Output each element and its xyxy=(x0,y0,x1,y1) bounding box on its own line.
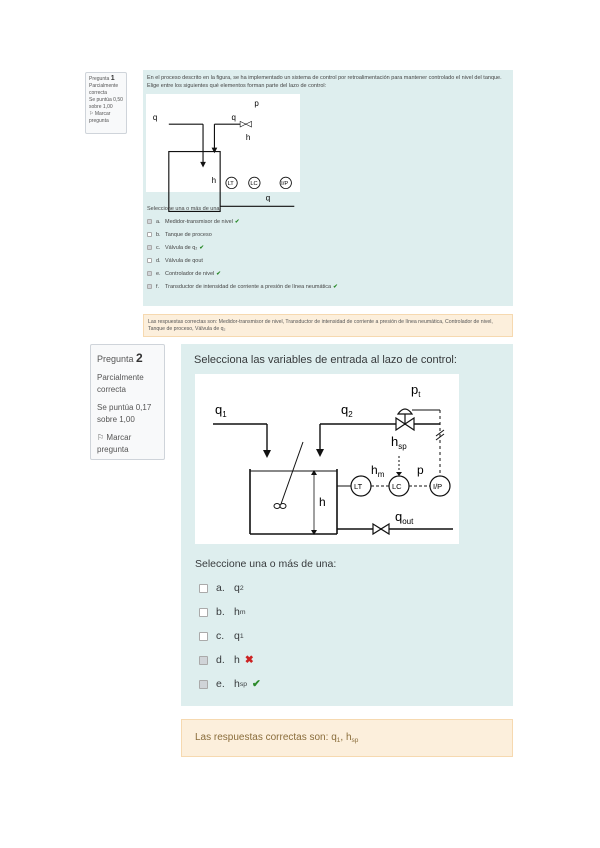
question-2-options xyxy=(199,576,399,696)
q2-diagram-hsp: $h_{sp}$ xyxy=(391,434,407,451)
question-2-diagram xyxy=(195,374,459,544)
option-variable-sub: 2 xyxy=(239,584,244,592)
q2-diagram-q2: $q_2$ xyxy=(341,402,353,419)
question-1-diagram xyxy=(146,94,300,203)
option-letter: d. xyxy=(216,654,225,666)
question-2-grade: Se puntúa 0,17 sobre 1,00 xyxy=(97,403,152,424)
question-2-state: Parcialmente correcta xyxy=(97,373,144,394)
question-1-option[interactable] xyxy=(147,280,507,293)
option-variable-sub: 1 xyxy=(239,632,244,640)
question-2-feedback xyxy=(181,719,513,757)
check-icon: ✔ xyxy=(252,678,261,690)
option-letter: a. xyxy=(216,582,225,594)
option-letter: e. xyxy=(156,270,161,277)
checkbox[interactable] xyxy=(199,680,208,689)
q1-diagram-pt: p xyxy=(254,98,259,108)
question-2-option[interactable] xyxy=(199,672,399,696)
question-2-prompt: Selecciona las variables de entrada al lazo de control: xyxy=(194,354,457,366)
option-text: Controlador de nivel xyxy=(165,270,215,277)
option-letter: a. xyxy=(156,218,161,225)
question-1-flag[interactable]: ⚐ Marcar pregunta xyxy=(89,111,111,124)
check-icon: ✔ xyxy=(234,218,240,225)
question-1-number: Pregunta 1 xyxy=(89,75,115,82)
question-2-number: Pregunta 2 xyxy=(97,351,143,365)
checkbox[interactable] xyxy=(199,584,208,593)
question-1-option[interactable] xyxy=(147,241,507,254)
question-2-feedback-text xyxy=(195,732,499,744)
question-1-prompt: En el proceso descrito en la figura, se ha implementado un sistema de control por retroalimentación para mantener controlado el nivel del tanque. Elige entre los siguientes qué elementos forman parte del lazo de control: xyxy=(147,75,502,89)
q1-diagram-h: h xyxy=(211,175,217,185)
q2-diagram-q1: $q_1$ xyxy=(215,402,227,419)
q1-diagram-q2: q xyxy=(231,113,236,123)
option-variable-sub: m xyxy=(239,608,246,616)
question-1-feedback-text: Las respuestas correctas son: Medidor-transmisor de nivel, Transductor de intensidad de corriente a presión de línea neumática, Controlador de nivel, Tanque de proceso, Válvula de q₂ xyxy=(148,319,493,332)
q1-diagram-hsp: h xyxy=(245,133,251,143)
feedback-answer-1-sub: 1 xyxy=(336,736,341,744)
check-icon: ✔ xyxy=(216,270,221,277)
q2-diagram-qout: $q_{out}$ xyxy=(395,509,414,526)
option-letter: b. xyxy=(216,606,225,618)
question-1-option[interactable] xyxy=(147,267,507,280)
check-icon: ✔ xyxy=(199,244,205,251)
question-1-option[interactable] xyxy=(147,228,507,241)
checkbox[interactable] xyxy=(147,258,152,263)
question-1-option[interactable] xyxy=(147,254,507,267)
option-letter: c. xyxy=(216,630,225,642)
option-letter: e. xyxy=(216,678,225,690)
option-variable-sub: sp xyxy=(239,680,248,688)
q1-diagram-q1: q xyxy=(152,113,158,123)
question-1-option[interactable] xyxy=(147,215,507,228)
option-text: Tanque de proceso xyxy=(165,231,212,238)
feedback-answer-1: q xyxy=(331,732,337,743)
q2-diagram-hm: $h_m$ xyxy=(371,463,385,479)
q2-diagram-h: h xyxy=(319,495,326,509)
flag-icon: ⚐ xyxy=(89,111,94,117)
question-2-option[interactable] xyxy=(199,576,399,600)
option-text: Medidor-transmisor de nivel xyxy=(165,218,233,225)
option-letter: d. xyxy=(156,257,161,264)
option-variable: h xyxy=(234,678,240,690)
checkbox[interactable] xyxy=(147,232,152,237)
q2-diagram-lt: LT xyxy=(354,482,363,491)
checkbox[interactable] xyxy=(147,219,152,224)
option-variable: h xyxy=(234,606,240,618)
checkbox[interactable] xyxy=(147,271,152,276)
q2-diagram-pt: $p_t$ xyxy=(411,382,421,399)
feedback-answer-2-sub: sp xyxy=(351,736,359,744)
question-2-content xyxy=(181,344,513,706)
option-text: Válvula de qout xyxy=(165,257,203,264)
feedback-answer-2: h xyxy=(345,732,352,743)
flag-icon: ⚐ xyxy=(97,433,105,442)
q1-diagram-lt: LT xyxy=(227,181,234,188)
cross-icon: ✖ xyxy=(244,654,254,666)
check-icon: ✔ xyxy=(333,283,338,290)
checkbox[interactable] xyxy=(199,632,208,641)
question-1-grade: Se puntúa 0,50 sobre 1,00 xyxy=(89,97,123,110)
option-variable: q xyxy=(234,630,240,642)
option-letter: b. xyxy=(156,231,161,238)
q2-diagram-ip: I/P xyxy=(433,482,443,491)
question-1-feedback xyxy=(143,314,513,337)
option-variable: q xyxy=(234,582,240,594)
question-2-flag[interactable]: ⚐ Marcar pregunta xyxy=(97,433,132,454)
option-letter: c. xyxy=(156,244,161,251)
feedback-prefix: Las respuestas correctas son: xyxy=(195,732,332,743)
q1-diagram-ip: I/P xyxy=(281,181,289,188)
checkbox[interactable] xyxy=(199,608,208,617)
checkbox[interactable] xyxy=(199,656,208,665)
q1-diagram-qout: q xyxy=(265,193,271,203)
question-2-option[interactable] xyxy=(199,648,399,672)
question-1-state: Parcialmente correcta xyxy=(89,83,119,96)
checkbox[interactable] xyxy=(147,245,152,250)
question-2-info xyxy=(90,344,165,460)
question-2-select-label: Seleccione una o más de una: xyxy=(195,558,337,570)
question-1-options xyxy=(147,215,507,293)
q2-diagram-p: p xyxy=(417,463,424,477)
option-variable: h xyxy=(234,654,240,666)
option-text: Válvula de q₂ xyxy=(165,244,198,251)
q2-diagram-lc: LC xyxy=(392,482,402,491)
question-1-content xyxy=(143,70,513,306)
feedback-separator: , xyxy=(340,732,346,743)
option-text: Transductor de intensidad de corriente a presión de línea neumática xyxy=(165,283,332,290)
question-2-option[interactable] xyxy=(199,600,399,624)
question-2-option[interactable] xyxy=(199,624,399,648)
question-1-info xyxy=(85,72,127,134)
question-1-select-label: Seleccione una o más de una: xyxy=(147,206,221,212)
q1-diagram-lc: LC xyxy=(250,181,258,188)
option-letter: f. xyxy=(156,283,160,290)
checkbox[interactable] xyxy=(147,284,152,289)
